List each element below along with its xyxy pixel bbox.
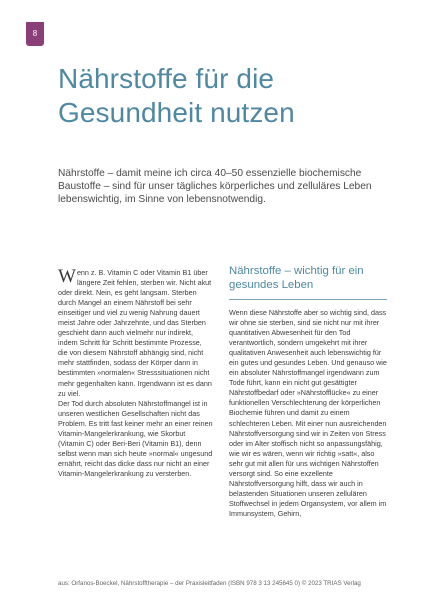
left-paragraph-1-text: enn z. B. Vitamin C oder Vitamin B1 über längere Zeit fehlen, sterben wir. Nicht akut oder direkt. Nein, es geht langsam. Sterben durch Mangel an einem Nährstoff bei sehr einseitiger und viel zu wenig Nahrung dauert meist Jahre oder Jahrzehnte, und das Sterben geschieht dann auch vielmehr nur indirekt, indem Schritt für Schritt bestimmte Prozesse, die von diesem Nährstoff abhängig sind, nicht mehr stattfinden, sodass der Körper dann in bestimmten »normalen« Stresssituationen nicht mehr gegenhalten kann. Irgendwann ist es dann zu viel. — [58, 268, 212, 398]
left-paragraph-1 — [58, 268, 213, 399]
page-title — [58, 62, 398, 130]
page-footer-citation: aus: Orfanos-Boeckel, Nährstofftherapie – der Praxisleitfaden (ISBN 978 3 13 245645 0) © 2023 TRIAS Verlag — [58, 580, 361, 587]
page-number-tab — [26, 22, 44, 46]
page-title-line-2: Gesundheit nutzen — [58, 97, 295, 128]
section-divider — [229, 299, 387, 300]
drop-cap: W — [58, 266, 76, 287]
section-heading: Nährstoffe – wichtig für ein gesundes Leben — [229, 265, 364, 291]
left-paragraph-2: Der Tod durch absoluten Nährstoffmangel ist in unseren westlichen Gesellschaften nicht das Problem. Es tritt fast keiner mehr an einer reinen Vitamin-Mangelerkrankung, wie Skorbut (Vitamin C) oder Beri-Beri (Vitamin B1), denn selbst wenn man sich heute »normal« ungesund ernährt, reicht das dicke dass nur nicht an einer Vitamin-Mangelerkrankung zu versterben. — [58, 398, 213, 478]
right-paragraph: Wenn diese Nährstoffe aber so wichtig sind, dass wir ohne sie sterben, sind sie nicht nur mit ihrer quantitativen Abwesenheit für den Tod verantwortlich, sondern umgekehrt mit ihrer qualitativen Anwesenheit auch lebenswichtig für ein gutes und gesundes Leben. Und genauso wie ein absoluter Nährstoffmangel irgendwann zum Tode führt, kann ein nicht gut gesättigter Nährstoffbedarf oder »Nährstofflücke« zu einer funktionellen Verschlechterung der körperlichen Biochemie führen und damit zu einem schlechteren Leben. Mit einer nun ausreichenden Nährstoffversorgung sind wir in Zeiten von Stress oder im Alter stoffisch nicht so anpassungsfähig, wie wir es wären, wenn wir richtig »satt«, also sehr gut mit allen für uns wichtigen Nährstoffen versorgt sind. So eine exzellente Nährstoffversorgung hilft, dass wir auch in belastenden Situationen unseren zellulären Stoffwechsel in jedem Organsystem, vor allem im Immunsystem, Gehirn, — [229, 308, 387, 518]
page-number: 8 — [32, 29, 38, 38]
page-title-line-1: Nährstoffe für die — [58, 63, 275, 94]
right-column — [229, 264, 387, 519]
left-column — [58, 268, 213, 479]
intro-paragraph: Nährstoffe – damit meine ich circa 40–50 essenzielle biochemische Baustoffe – sind für unser tägliches körperliches und zelluläres Leben lebenswichtig, im Sinne von lebensnotwendig. — [58, 168, 372, 206]
